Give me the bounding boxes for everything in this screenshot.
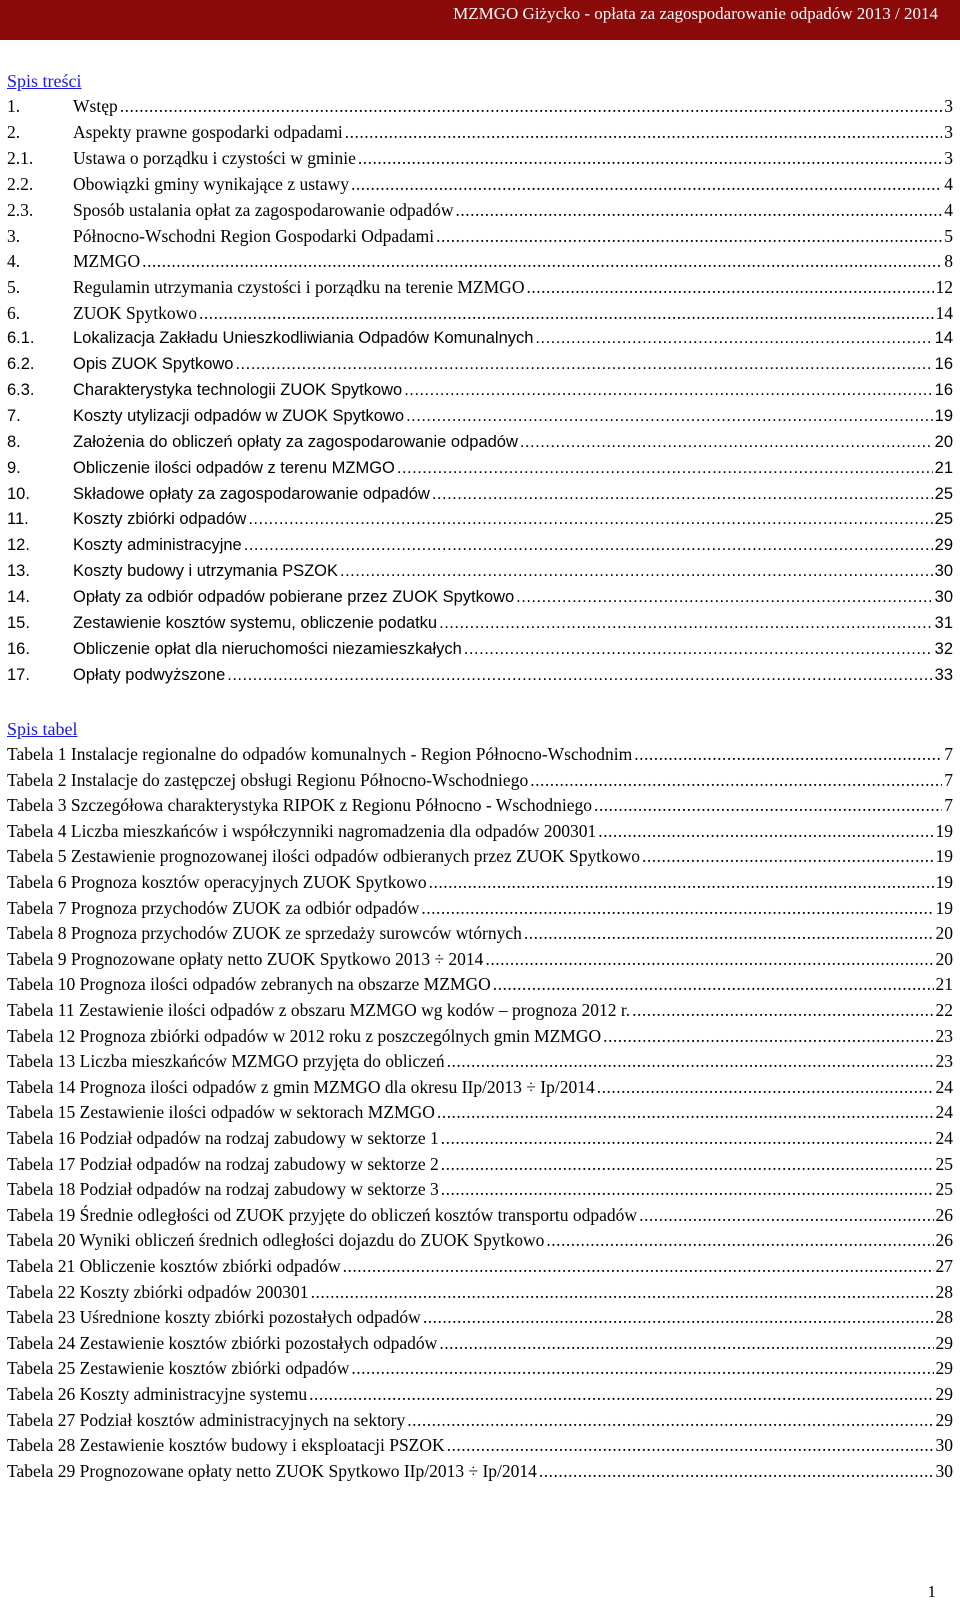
toc-entry[interactable] (7, 329, 953, 355)
dot-leader (244, 536, 933, 553)
dot-leader (227, 666, 932, 683)
dot-leader (539, 1461, 934, 1479)
table-list-entry[interactable] (7, 1307, 953, 1333)
toc-entry[interactable] (7, 148, 953, 174)
dot-leader (441, 1179, 934, 1197)
table-list-entry[interactable] (7, 923, 953, 949)
toc-entry-title: Koszty utylizacji odpadów w ZUOK Spytkowo (73, 406, 405, 425)
table-entry-page: 7 (944, 795, 953, 816)
toc-entry[interactable] (7, 640, 953, 666)
dot-leader (439, 614, 933, 631)
toc-entry-page: 32 (934, 639, 953, 658)
dot-leader (447, 1051, 934, 1069)
toc-entry-number: 16. (7, 639, 30, 658)
table-entry-title: Tabela 4 Liczba mieszkańców i współczynniki nagromadzenia dla odpadów 200301 (7, 820, 597, 841)
toc-entry-number: 3. (7, 225, 21, 246)
toc-entry-title: Koszty zbiórki odpadów (73, 510, 247, 529)
dot-leader (436, 226, 942, 244)
page-header (0, 0, 960, 40)
toc-entry-page: 3 (944, 147, 953, 168)
toc-entry[interactable] (7, 277, 953, 303)
dot-leader (526, 277, 933, 295)
table-entry-title: Tabela 27 Podział kosztów administracyjnych na sektory (7, 1409, 406, 1430)
table-list-entry[interactable] (7, 898, 953, 924)
table-entry-title: Tabela 2 Instalacje do zastępczej obsługi Regionu Północno-Wschodniego (7, 769, 529, 790)
table-entry-page: 21 (935, 974, 953, 995)
toc-entry-page: 25 (934, 484, 953, 503)
toc-entry[interactable] (7, 536, 953, 562)
toc-entry[interactable] (7, 251, 953, 277)
dot-leader (642, 846, 934, 864)
table-entry-title: Tabela 3 Szczegółowa charakterystyka RIPOK z Regionu Północno - Wschodniego (7, 795, 593, 816)
table-entry-page: 20 (935, 948, 953, 969)
table-list-entry[interactable] (7, 1051, 953, 1077)
table-list-entry[interactable] (7, 1077, 953, 1103)
dot-leader (639, 1205, 933, 1223)
dot-leader (397, 459, 933, 476)
toc-entry-title: Sposób ustalania opłat za zagospodarowanie odpadów (73, 199, 454, 220)
table-list-entry[interactable] (7, 1205, 953, 1231)
table-entry-page: 26 (935, 1204, 953, 1225)
table-entry-page: 24 (935, 1128, 953, 1148)
table-entry-title: Tabela 13 Liczba mieszkańców MZMGO przyjęta do obliczeń (7, 1051, 445, 1072)
dot-leader (546, 1230, 933, 1248)
table-list-entry[interactable] (7, 846, 953, 872)
table-list-entry[interactable] (7, 744, 953, 770)
table-list-entry[interactable] (7, 1256, 953, 1282)
toc-entry[interactable] (7, 303, 953, 329)
table-entry-title: Tabela 20 Wyniki obliczeń średnich odległości dojazdu do ZUOK Spytkowo (7, 1230, 545, 1251)
table-entry-page: 29 (935, 1384, 953, 1404)
toc-entry-title: MZMGO (73, 251, 141, 272)
table-list-entry[interactable] (7, 1128, 953, 1154)
dot-leader (437, 1102, 934, 1120)
dot-leader (358, 148, 942, 166)
table-entry-page: 24 (935, 1102, 953, 1123)
toc-entry-page: 8 (944, 251, 953, 272)
toc-entry-page: 29 (934, 536, 953, 555)
toc-entry-page: 20 (934, 432, 953, 451)
table-entry-page: 28 (935, 1307, 953, 1328)
toc-entry[interactable] (7, 200, 953, 226)
dot-leader (340, 562, 933, 579)
dot-leader (485, 949, 933, 967)
dot-leader (634, 744, 942, 762)
table-list-entry[interactable] (7, 1026, 953, 1052)
toc-entry-number: 1. (7, 96, 21, 116)
toc-entry[interactable] (7, 588, 953, 614)
dot-leader (493, 974, 934, 992)
dot-leader (142, 251, 942, 269)
dot-leader (248, 510, 932, 527)
toc-entry-page: 5 (944, 225, 953, 246)
table-entry-page: 27 (935, 1256, 953, 1276)
dot-leader (456, 200, 943, 218)
dot-leader (432, 485, 933, 502)
table-entry-page: 19 (935, 897, 953, 918)
dot-leader (120, 96, 943, 114)
table-entry-title: Tabela 16 Podział odpadów na rodzaj zabudowy w sektorze 1 (7, 1128, 439, 1148)
table-entry-page: 7 (944, 744, 953, 764)
toc-entry-number: 13. (7, 562, 30, 581)
table-entry-page: 19 (935, 820, 953, 841)
table-entry-page: 30 (935, 1460, 953, 1481)
toc-entry[interactable] (7, 510, 953, 536)
table-entry-page: 29 (935, 1409, 953, 1430)
toc-entry[interactable] (7, 614, 953, 640)
dot-leader (464, 640, 933, 657)
toc-entry[interactable] (7, 459, 953, 485)
dot-leader (516, 588, 932, 605)
toc-entry[interactable] (7, 226, 953, 252)
toc-entry-title: Charakterystyka technologii ZUOK Spytkowo (73, 380, 403, 399)
table-entry-title: Tabela 19 Średnie odległości od ZUOK przyjęte do obliczeń kosztów transportu odpadów (7, 1204, 638, 1225)
table-entry-title: Tabela 12 Prognoza zbiórki odpadów w 2012 roku z poszczególnych gmin MZMGO (7, 1025, 602, 1046)
table-entry-page: 19 (935, 872, 953, 892)
toc-entry-title: Opłaty podwyższone (73, 665, 226, 684)
toc-entry-title: Zestawienie kosztów systemu, obliczenie podatku (73, 614, 438, 632)
toc-entry[interactable] (7, 562, 953, 588)
toc-entry-title: Ustawa o porządku i czystości w gminie (73, 147, 356, 168)
dot-leader (520, 433, 933, 450)
table-entry-title: Tabela 1 Instalacje regionalne do odpadów komunalnych - Region Północno-Wschodnim (7, 744, 633, 764)
dot-leader (311, 1282, 934, 1300)
toc-entry-number: 9. (7, 458, 21, 477)
table-list-entry[interactable] (7, 1102, 953, 1128)
toc-entry-title: ZUOK Spytkowo (73, 303, 197, 324)
dot-leader (423, 1307, 934, 1325)
table-entry-title: Tabela 7 Prognoza przychodów ZUOK za odbiór odpadów (7, 897, 420, 918)
table-list-entry[interactable] (7, 770, 953, 796)
table-list-entry[interactable] (7, 1230, 953, 1256)
table-list-entry[interactable] (7, 872, 953, 898)
table-entry-title: Tabela 9 Prognozowane opłaty netto ZUOK Spytkowo 2013 ÷ 2014 (7, 948, 484, 969)
table-entry-page: 23 (935, 1051, 953, 1072)
dot-leader (407, 1410, 933, 1428)
table-entry-page: 20 (935, 923, 953, 944)
toc-entry-number: 15. (7, 614, 30, 632)
table-entry-title: Tabela 28 Zestawienie kosztów budowy i eksploatacji PSZOK (7, 1435, 445, 1456)
table-entry-title: Tabela 29 Prognozowane opłaty netto ZUOK Spytkowo IIp/2013 ÷ Ip/2014 (7, 1460, 537, 1481)
tables-heading: Spis tabel (7, 719, 78, 739)
table-entry-title: Tabela 25 Zestawienie kosztów zbiórki odpadów (7, 1358, 350, 1379)
toc-entry-number: 11. (7, 510, 29, 529)
toc-entry-number: 10. (7, 484, 30, 503)
table-entry-page: 29 (935, 1332, 953, 1353)
table-entry-title: Tabela 18 Podział odpadów na rodzaj zabudowy w sektorze 3 (7, 1179, 439, 1200)
toc-entry[interactable] (7, 485, 953, 511)
table-list-entry[interactable] (7, 974, 953, 1000)
dot-leader (404, 381, 932, 398)
table-entry-page: 25 (935, 1179, 953, 1200)
toc-entry-page: 14 (935, 303, 953, 324)
toc-entry-page: 25 (934, 510, 953, 529)
table-list-entry[interactable] (7, 1461, 953, 1487)
toc-entry-number: 2.3. (7, 199, 34, 220)
toc-entry-title: Obliczenie ilości odpadów z terenu MZMGO (73, 458, 395, 477)
dot-leader (441, 1154, 934, 1172)
table-list-entry[interactable] (7, 1384, 953, 1410)
toc-entry-number: 12. (7, 536, 30, 555)
toc-entry-title: Opłaty za odbiór odpadów pobierane przez ZUOK Spytkowo (73, 588, 515, 607)
toc-entry[interactable] (7, 174, 953, 200)
table-entry-page: 29 (935, 1358, 953, 1379)
toc-entry-title: Aspekty prawne gospodarki odpadami (73, 121, 343, 142)
toc-entry-number: 2.2. (7, 173, 34, 194)
dot-leader (309, 1384, 933, 1402)
table-entry-title: Tabela 11 Zestawienie ilości odpadów z obszaru MZMGO wg kodów – prognoza 2012 r. (7, 1000, 631, 1020)
toc-entry-page: 33 (934, 665, 953, 684)
dot-leader (535, 329, 932, 346)
table-list-entry[interactable] (7, 1282, 953, 1308)
toc-entry-title: Północno-Wschodni Region Gospodarki Odpadami (73, 225, 435, 246)
dot-leader (421, 898, 933, 916)
toc-entry-number: 8. (7, 432, 21, 451)
dot-leader (441, 1128, 934, 1146)
table-entry-title: Tabela 5 Zestawienie prognozowanej ilości odpadów odbieranych przez ZUOK Spytkowo (7, 846, 640, 867)
table-entry-page: 30 (935, 1435, 953, 1456)
table-list-entry[interactable] (7, 1333, 953, 1359)
toc-entry-title: Wstęp (73, 96, 118, 116)
toc-entry-title: Obowiązki gminy wynikające z ustawy (73, 173, 350, 194)
toc-entry-title: Opis ZUOK Spytkowo (73, 355, 234, 373)
dot-leader (439, 1333, 933, 1351)
dot-leader (343, 1256, 934, 1274)
table-list-entry[interactable] (7, 1435, 953, 1461)
table-entry-title: Tabela 17 Podział odpadów na rodzaj zabudowy w sektorze 2 (7, 1153, 439, 1174)
table-entry-title: Tabela 15 Zestawienie ilości odpadów w sektorach MZMGO (7, 1102, 435, 1123)
page-number: 1 (927, 1582, 936, 1601)
toc-entry-title: Lokalizacja Zakładu Unieszkodliwiania Odpadów Komunalnych (73, 329, 534, 348)
dot-leader (235, 355, 932, 372)
table-entry-page: 22 (935, 1000, 953, 1020)
dot-leader (530, 770, 942, 788)
dot-leader (429, 872, 934, 890)
table-entry-page: 7 (944, 769, 953, 790)
dot-leader (597, 1077, 934, 1095)
toc-entry-page: 21 (934, 458, 953, 477)
table-entry-title: Tabela 10 Prognoza ilości odpadów zebranych na obszarze MZMGO (7, 974, 491, 995)
toc-entry-number: 4. (7, 251, 21, 272)
table-list-entry[interactable] (7, 1358, 953, 1384)
table-list-entry[interactable] (7, 1000, 953, 1026)
table-entry-page: 26 (935, 1230, 953, 1251)
toc-entry-number: 14. (7, 588, 30, 607)
table-list-entry[interactable] (7, 821, 953, 847)
table-list-entry[interactable] (7, 949, 953, 975)
toc-entry[interactable] (7, 355, 953, 381)
toc-entry[interactable] (7, 381, 953, 407)
toc-entry-page: 14 (934, 329, 953, 348)
toc-entry-page: 16 (934, 380, 953, 399)
toc-entry-page: 31 (934, 614, 953, 632)
toc-entry-number: 6.2. (7, 355, 35, 373)
table-entry-title: Tabela 26 Koszty administracyjne systemu (7, 1384, 308, 1404)
toc-entry-title: Koszty budowy i utrzymania PSZOK (73, 562, 339, 581)
table-entry-page: 23 (935, 1025, 953, 1046)
dot-leader (406, 407, 933, 424)
toc-entry[interactable] (7, 96, 953, 122)
toc-entry-number: 2.1. (7, 147, 34, 168)
header-title: MZMGO Giżycko - opłata za zagospodarowanie odpadów 2013 / 2014 (453, 4, 938, 23)
toc-entry-title: Regulamin utrzymania czystości i porządku na terenie MZMGO (73, 277, 525, 298)
toc-entry-page: 12 (935, 277, 953, 298)
toc-entry-number: 17. (7, 665, 30, 684)
toc-entry-number: 6. (7, 303, 21, 324)
toc-entry-number: 6.1. (7, 329, 35, 348)
toc-entry-page: 30 (934, 588, 953, 607)
dot-leader (345, 122, 943, 140)
toc-entry-number: 2. (7, 121, 21, 142)
dot-leader (199, 303, 934, 321)
table-entry-title: Tabela 22 Koszty zbiórki odpadów 200301 (7, 1281, 309, 1302)
table-entry-title: Tabela 6 Prognoza kosztów operacyjnych ZUOK Spytkowo (7, 872, 427, 892)
toc-entry-page: 3 (944, 121, 953, 142)
table-entry-title: Tabela 23 Uśrednione koszty zbiórki pozostałych odpadów (7, 1307, 421, 1328)
dot-leader (351, 174, 942, 192)
dot-leader (632, 1000, 933, 1018)
table-entry-page: 24 (935, 1076, 953, 1097)
table-entry-title: Tabela 14 Prognoza ilości odpadów z gmin MZMGO dla okresu IIp/2013 ÷ Ip/2014 (7, 1076, 595, 1097)
toc-entry-title: Składowe opłaty za zagospodarowanie odpadów (73, 484, 430, 503)
toc-entry-page: 30 (934, 562, 953, 581)
table-entry-page: 25 (935, 1153, 953, 1174)
toc-entry-number: 7. (7, 406, 21, 425)
dot-leader (447, 1435, 934, 1453)
table-entry-title: Tabela 21 Obliczenie kosztów zbiórki odpadów (7, 1256, 341, 1276)
toc-entry-title: Obliczenie opłat dla nieruchomości niezamieszkałych (73, 639, 462, 658)
table-entry-page: 19 (935, 846, 953, 867)
toc-entry-number: 6.3. (7, 380, 35, 399)
table-entry-title: Tabela 24 Zestawienie kosztów zbiórki pozostałych odpadów (7, 1332, 438, 1353)
table-list-entry[interactable] (7, 1410, 953, 1436)
toc-entry-page: 19 (934, 406, 953, 425)
toc-entry[interactable] (7, 666, 953, 692)
toc-entry-title: Założenia do obliczeń opłaty za zagospodarowanie odpadów (73, 432, 518, 451)
dot-leader (598, 821, 933, 839)
toc-entry[interactable] (7, 407, 953, 433)
dot-leader (603, 1026, 933, 1044)
table-list-entry[interactable] (7, 795, 953, 821)
table-entry-page: 28 (935, 1281, 953, 1302)
toc-heading: Spis treści (7, 71, 82, 91)
toc-entry-title: Koszty administracyjne (73, 536, 242, 555)
toc-entry-page: 4 (944, 173, 953, 194)
dot-leader (594, 795, 942, 813)
table-list-entry[interactable] (7, 1179, 953, 1205)
toc-entry[interactable] (7, 122, 953, 148)
table-entry-title: Tabela 8 Prognoza przychodów ZUOK ze sprzedaży surowców wtórnych (7, 923, 522, 944)
table-list-entry[interactable] (7, 1154, 953, 1180)
toc-entry-page: 3 (944, 96, 953, 116)
toc-entry-page: 16 (934, 355, 953, 373)
toc-entry[interactable] (7, 433, 953, 459)
dot-leader (351, 1358, 933, 1376)
toc-entry-number: 5. (7, 277, 21, 298)
dot-leader (524, 923, 934, 941)
toc-entry-page: 4 (944, 199, 953, 220)
